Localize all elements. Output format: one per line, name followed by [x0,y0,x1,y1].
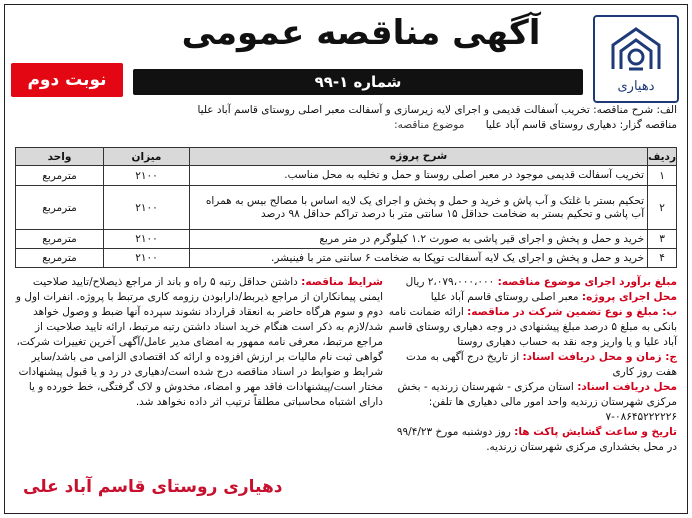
row-quantity: ۲۱۰۰ [104,249,190,268]
opening-label: تاریخ و ساعت گشایش پاکت ها: [514,426,677,438]
organizer-text: مناقصه گزار: دهیاری روستای قاسم آباد علیا [485,119,677,131]
row-description: خرید و حمل و پخش و اجرای قیر پاشی به صورت ۱.۲ کیلوگرم در متر مربع [190,230,648,249]
guarantee-label: ب: مبلغ و نوع تضمین شرکت در مناقصه: [467,306,677,318]
header-description: شرح پروژه [190,148,648,166]
location-label: محل اجرای پروژه: [581,291,677,303]
tender-notice [4,4,688,514]
place-paragraph [385,380,677,425]
header-unit: واحد [16,148,104,166]
signature: دهیاری روستای قاسم آباد علی [23,477,283,497]
row-quantity: ۲۱۰۰ [104,230,190,249]
table-row [16,230,677,249]
tender-number: شماره ۱-۹۹ [133,69,583,95]
row-quantity: ۲۱۰۰ [104,186,190,230]
tender-conditions [15,275,383,410]
row-description: تخریب آسفالت قدیمی موجود در معبر اصلی روستا و حمل و تخلیه به محل مناسب. [190,166,648,186]
row-index: ۱ [648,166,677,186]
row-quantity: ۲۱۰۰ [104,166,190,186]
budget-label: مبلغ برآورد اجرای موضوع مناقصه: [497,276,677,288]
budget-paragraph [385,275,677,290]
conditions-label: شرایط مناقصه: [301,276,383,288]
row-unit: مترمربع [16,230,104,249]
tender-description: الف: شرح مناقصه: تخریب آسفالت قدیمی و اجرای لایه زیرسازی و آسفالت معبر اصلی روستای قاسم آباد علیا [197,104,677,116]
row-unit: مترمربع [16,166,104,186]
row-description: تحکیم بستر با غلتک و آب پاش و خرید و حمل و پخش و اجرای یک لایه اساس با مصالح بیس به همراه آب پاشی و تحکیم بستر به ضخامت حداقل ۱۵ سانتی متر با درصد تراکم حداقل ۹۸ درصد [190,186,648,230]
guarantee-paragraph [385,305,677,350]
location-value: معبر اصلی روستای قاسم آباد علیا [430,291,582,303]
budget-value: ۲،۰۷۹،۰۰۰،۰۰۰ ریال [405,276,498,288]
table-row [16,249,677,268]
table-row [16,166,677,186]
opening-value: روز دوشنبه مورخ ۹۹/۴/۲۳ در محل بخشداری مرکزی شهرستان زرندیه. [396,426,677,453]
opening-paragraph [385,425,677,455]
page-title: آگهی مناقصه عمومی [181,13,541,53]
table-header-row [16,148,677,166]
row-unit: مترمربع [16,249,104,268]
time-value: از تاریخ درج آگهی به مدت هفت روز کاری [405,351,677,378]
project-table [15,147,677,268]
time-label: ج: زمان و محل دریافت اسناد: [522,351,677,363]
logo-emblem-icon [605,25,667,77]
header-index: ردیف [648,148,677,166]
subject-label: موضوع مناقصه: [394,119,465,131]
place-value: استان مرکزی - شهرستان زرندیه - بخش مرکزی شهرستان زرندیه واحد امور مالی دهیاری ها تلفن: ۰۸۶۴۵۲۲۲۲۲۶-۷ [397,381,677,423]
dehyari-logo [593,15,679,103]
row-index: ۲ [648,186,677,230]
table-row [16,186,677,230]
row-unit: مترمربع [16,186,104,230]
header-quantity: میزان [104,148,190,166]
logo-text: دهیاری [617,78,655,94]
time-paragraph [385,350,677,380]
location-paragraph [385,290,677,305]
tender-organizer [15,118,677,132]
row-description: خرید و حمل و پخش و اجرای یک لایه آسفالت توپکا به ضخامت ۶ سانتی متر با فینیشر. [190,249,648,268]
round-badge: نوبت دوم [11,63,123,97]
place-label: محل دریافت اسناد: [577,381,677,393]
row-index: ۴ [648,249,677,268]
conditions-paragraph [15,275,383,410]
guarantee-value: ارائه ضمانت نامه بانکی به مبلغ ۵ درصد مبلغ پیشنهادی در وجه دهیاری روستای قاسم آباد علیا و یا واریز وجه نقد به حساب دهیاری روستا [388,306,677,348]
conditions-value: داشتن حداقل رتبه ۵ راه و باند از مراجع ذیصلاح/تایید صلاحیت ایمنی پیمانکاران از مراجع ذیربط/دارابودن رزومه کاری مرتبط با پروژه. انفرات اول و دوم و سوم هرگاه حاضر به انعقاد قرارداد نشوند سپرده آنها ضبط و وصول خواهد شد/لازم به ذکر است هنگام خرید اسناد داشتن رتبه مرتبط، ارائه تایید صلاحیت از مراجع مرتبط، معرفی نامه ممهور به امضای مدیر عامل/آگهی آخرین تغییرات شرکت، گواهی ثبت نام مالیات بر ارزش افزوده و ارائه کد اقتصادی الزامی می باشد/سایر شرایط و ضوابط در اسناد مناقصه درج شده است/دهیاری در رد و یا قبول پیشنهادات مختار است/پیشنهادات فاقد مهر و امضاء، مخدوش و لاک گرفتگی، خط خورده و یا دارای اشتباه محاسباتی مطلقاً ترتیب اثر داده نخواهد شد. [15,276,383,408]
row-index: ۳ [648,230,677,249]
tender-details [385,275,677,455]
